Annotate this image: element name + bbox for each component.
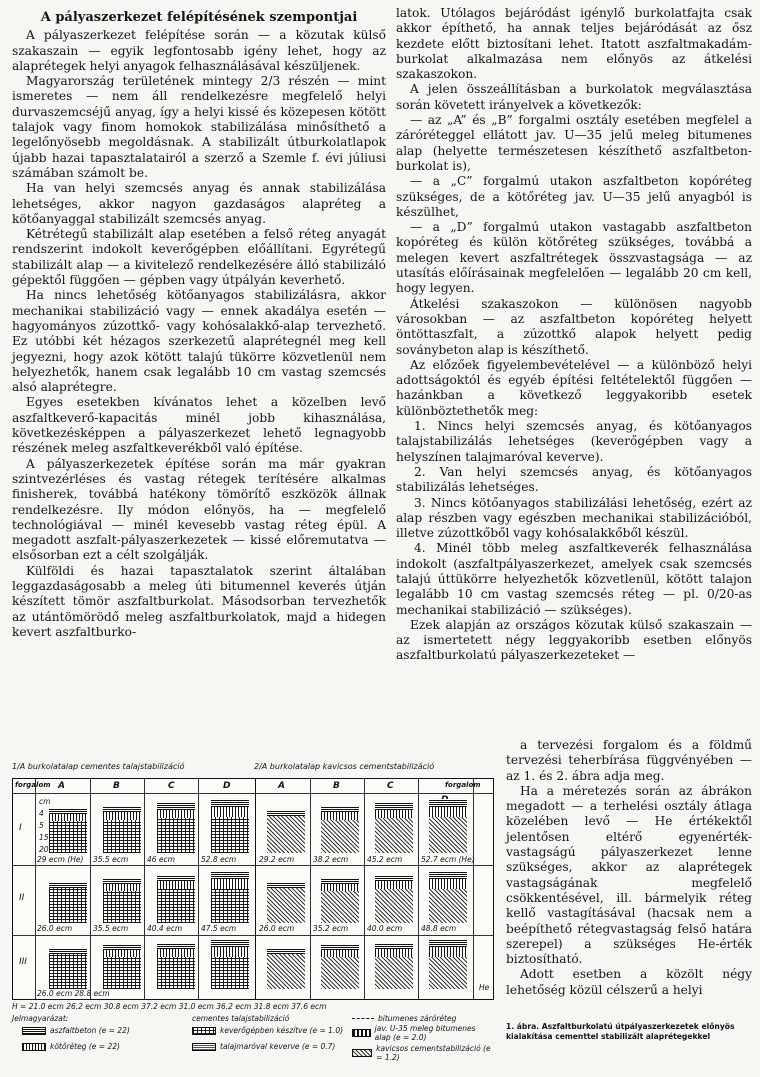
structure-stack	[267, 811, 305, 853]
layer-stabilization	[375, 889, 413, 923]
panel1-title: 1/A burkolatalap cementes talajstabilizáció	[12, 762, 185, 771]
structure-stack	[375, 803, 413, 853]
layer-binder	[429, 807, 467, 817]
col-label: D	[223, 781, 231, 791]
layer-stabilization	[267, 954, 305, 989]
layer-binder	[429, 947, 467, 957]
grid-line	[35, 779, 36, 999]
structure-stack	[211, 799, 249, 853]
he-value: 48.8 ecm	[421, 924, 457, 933]
legend-title-text: Jelmagyarázat:	[12, 1014, 69, 1023]
layer-binder	[211, 807, 249, 817]
grid-line	[364, 779, 365, 999]
layer-asphalt	[429, 871, 467, 879]
layer-stabilization	[429, 817, 467, 853]
layer-thickness: 5	[39, 821, 44, 830]
grid-line	[198, 779, 199, 999]
legend-title	[12, 1014, 68, 1023]
figure-1	[8, 762, 494, 1062]
layer-binder	[211, 879, 249, 889]
paragraph: Átkelési szakaszokon — különösen nagyobb városokban — az aszfaltbeton kopóréteg helyett öntöttaszfalt, a zúzottkő alapok helyett pedig soványbeton alap is készíthető.	[396, 296, 752, 357]
legend-item	[352, 1024, 492, 1042]
layer-stabilization	[211, 957, 249, 989]
structure-stack	[375, 875, 413, 923]
list-item: 2. Van helyi szemcsés anyag, és kötőanyagos stabilizálás lehetséges.	[396, 464, 752, 495]
paragraph: Ha nincs lehetőség kötőanyagos stabilizálásra, akkor mechanikai stabilizáció vagy — ennek akadálya esetén — hagyományos zúzottkő- vagy kohósalakkő-alap tervezhető. Ez utóbbi két hézagos szerkezetű alaprétegnél meg kell jegyezni, hogy azok kötött talajú tükörre közvetlenül nem helyezhetők, hanem csak legalább 10 cm vastag szemcsés alsó alaprétegre.	[12, 288, 386, 395]
he-value: 26.0 ecm 28.8 ecm	[37, 989, 110, 998]
structure-grid	[12, 778, 494, 1000]
structure-stack	[321, 807, 359, 853]
legend-label: aszfaltbeton (e = 22)	[50, 1026, 130, 1035]
layer-thickness: 20	[39, 845, 49, 854]
layer-stabilization	[375, 957, 413, 989]
paragraph: A jelen összeállításban a burkolatok megválasztása során követett irányelvek a következők:	[396, 82, 752, 112]
bottom-values: H = 21.0 ecm 26.2 ecm 30.8 ecm 37.2 ecm 31.0 ecm 36.2 ecm 31.8 ecm 37.6 ecm	[12, 1002, 327, 1011]
layer-stabilization	[49, 821, 87, 853]
paragraph: Ha van helyi szemcsés anyag és annak stabilizálása lehetséges, akkor nagyon gazdaságos alapréteg a kötőanyaggal stabilizált szemcsés anyag.	[12, 181, 386, 226]
layer-binder	[157, 810, 195, 818]
col-label: C	[387, 781, 394, 791]
legend-label: kavicsos cementstabilizáció (e = 1.2)	[376, 1044, 491, 1062]
layer-thickness: 15	[39, 833, 49, 842]
layer-stabilization	[321, 957, 359, 989]
layer-binder	[157, 949, 195, 957]
structure-stack	[49, 883, 87, 923]
structure-stack	[321, 945, 359, 989]
layer-binder	[321, 812, 359, 820]
col-label: B	[113, 781, 120, 791]
legend-label: cementes talajstabilizáció	[192, 1014, 290, 1023]
legend-swatch	[22, 1043, 46, 1051]
legend-swatch	[22, 1027, 46, 1035]
structure-stack	[211, 939, 249, 989]
structure-stack	[267, 949, 305, 989]
article-title: A pályaszerkezet felépítésének szempontjai	[40, 10, 358, 25]
legend-label: keverőgépben készítve (e = 1.0)	[220, 1026, 344, 1035]
layer-binder	[375, 810, 413, 818]
structure-stack	[375, 943, 413, 989]
col-label: A	[278, 781, 285, 791]
grid-line	[144, 779, 145, 999]
legend	[12, 1014, 492, 1062]
grid-line	[473, 779, 474, 999]
he-value: 52.7 ecm (He)	[421, 855, 475, 864]
he-value: 52.8 ecm	[201, 855, 237, 864]
layer-binder	[375, 949, 413, 957]
list-item: 3. Nincs kötőanyagos stabilizálási lehetőség, ezért az alap részben vagy egészben mechanikai stabilizációból, illetve zúzottkőből vagy kohósalakkőből készül.	[396, 495, 752, 541]
paragraph: — az „A” és „B” forgalmi osztály esetében megfelel a záróréteggel ellátott jav. U—35 jelű meleg bitumenes alap (helyette természetesen készíthető aszfaltbeton-burkolat is),	[396, 113, 752, 173]
row-label: I	[19, 823, 22, 833]
he-value: 47.5 ecm	[201, 924, 237, 933]
list-item: 4. Minél több meleg aszfaltkeverék felhasználása indokolt (aszfaltpályaszerkezet, amelyek csak szemcsés talajú úttükörre helyezhetők közvetlenül, kötött talajon legalább 10 cm vastag szemcsés réteg — pl. 0/20-as mechanikai stabilizáció — szükséges).	[396, 541, 752, 617]
legend-swatch	[192, 1043, 216, 1051]
legend-swatch	[192, 1027, 216, 1035]
legend-item	[22, 1026, 130, 1035]
structure-stack	[157, 943, 195, 989]
structure-stack	[267, 883, 305, 923]
paragraph: Ezek alapján az országos közutak külső szakaszain — az ismertetett négy leggyakoribb esetben előnyös aszfaltburkolatú pályaszerkezeteket —	[396, 617, 752, 663]
layer-thickness: 4	[39, 809, 44, 818]
structure-stack	[429, 799, 467, 853]
layer-asphalt	[157, 803, 195, 810]
he-value: 29.2 ecm	[259, 855, 295, 864]
layer-asphalt	[429, 939, 467, 947]
layer-stabilization	[267, 816, 305, 853]
structure-stack	[49, 809, 87, 853]
paragraph: Adott esetben a közölt négy lehetőség közül célszerű a helyi	[506, 967, 752, 997]
narrow-column	[506, 738, 752, 998]
legend-item	[192, 1042, 335, 1051]
legend-swatch	[352, 1049, 372, 1057]
layer-stabilization	[321, 820, 359, 853]
layer-stabilization	[429, 889, 467, 923]
paragraph: — a „C” forgalmú utakon aszfaltbeton kopóréteg szükséges, de a kötőréteg jav. U—35 jelű anyagból is készülhet,	[396, 174, 752, 219]
layer-stabilization	[103, 820, 141, 853]
paragraph: Egyes esetekben kívánatos lehet a közelben levő aszfaltkeverő-kapacitás minél jobb kihasználása, következésképpen a pályaszerkezet lehető legnagyobb részének meleg aszfaltkeverékből való építése.	[12, 395, 386, 456]
col-label: A	[58, 781, 65, 791]
layer-asphalt	[375, 803, 413, 810]
he-value: 29 ecm (He)	[37, 855, 84, 864]
grid-line	[13, 793, 493, 794]
structure-stack	[103, 945, 141, 989]
layer-stabilization	[157, 957, 195, 989]
he-value: 35.2 ecm	[313, 924, 349, 933]
layer-binder	[321, 884, 359, 891]
layer-asphalt	[211, 871, 249, 879]
layer-stabilization	[103, 891, 141, 923]
structure-stack	[321, 879, 359, 923]
structure-stack	[157, 803, 195, 853]
layer-asphalt	[211, 799, 249, 807]
legend-swatch	[352, 1018, 374, 1020]
he-value: 35.5 ecm	[93, 924, 129, 933]
he-value: 45.2 ecm	[367, 855, 403, 864]
he-label: He	[479, 983, 490, 992]
layer-binder	[103, 950, 141, 957]
layer-binder	[375, 881, 413, 889]
unit-label: cm	[39, 797, 51, 806]
list-item: 1. Nincs helyi szemcsés anyag, és kötőanyagos talajstabilizálás lehetséges (keverőgépben vagy a helyszínen talajmaróval keverve).	[396, 419, 752, 464]
paragraph: A pályaszerkezet felépítése során — a közutak külső szakaszain — egyik legfontosabb igény lehet, hogy az alaprétegek helyi anyagok felhasználásával készüljenek.	[12, 28, 386, 73]
legend-item	[352, 1014, 456, 1023]
panel2-title: 2/A burkolatalap kavicsos cementstabilizáció	[254, 762, 435, 771]
layer-binder	[211, 947, 249, 957]
layer-binder	[103, 884, 141, 891]
layer-stabilization	[211, 817, 249, 853]
layer-binder	[157, 881, 195, 889]
legend-item	[192, 1014, 289, 1023]
layer-stabilization	[267, 888, 305, 923]
paragraph: Ha a méretezés során az ábrákon megadott — a terhelési osztály átlaga közelében levő — He értékektől jelentősen eltérő egyenérték-vastagságú pályaszerkezet lenne szükséges, akkor az alaprétegek vastagságának megfelelő csökkentésével, ill. bármelyik réteg kellő vastagításával (hacsak nem a beépíthető rétegvastagság felső határa szerepel) a szükséges He-érték biztosítható.	[506, 783, 752, 967]
structure-stack	[211, 871, 249, 923]
legend-label: kötőréteg (e = 22)	[50, 1042, 120, 1051]
col-header-right: forgalom	[445, 781, 481, 789]
paragraph: Magyarország területének mintegy 2/3 részén — mint ismeretes — nem áll rendelkezésre megfelelő helyi durvaszemcséjű anyag, így a helyi kissé és közepesen kötött talajok vagy finom homokok stabilizálása minősíthető a legelőnyösebb megoldásnak. A stabilizált útburkolatlapok újabb hazai tapasztalatairól a szerző a Szemle f. évi júliusi számában számolt be.	[12, 74, 386, 180]
grid-line	[418, 779, 419, 999]
he-value: 26.0 ecm	[37, 924, 73, 933]
col-label: C	[168, 781, 175, 791]
legend-label: talajmaróval keverve (e = 0.7)	[220, 1042, 336, 1051]
layer-binder	[429, 879, 467, 889]
figure-caption: 1. ábra. Aszfaltburkolatú útpályaszerkezetek előnyös kialakítása cementtel stabilizált alaprétegekkel	[506, 1022, 735, 1041]
he-value: 40.0 ecm	[367, 924, 403, 933]
he-value: 40.4 ecm	[147, 924, 183, 933]
layer-stabilization	[49, 954, 87, 989]
paragraph: A pályaszerkezetek építése során ma már gyakran szintvezérléses és vastag rétegek terítésére alkalmas finisherek, továbbá hatékony tömörítő eszközök állnak rendelkezésre. Ily módon előnyös, ha — megfelelő technológiával — minél kevesebb vastag réteg épül. A megadott aszfalt-pályaszerkezetek — kissé előremutatva — elsősorban ezt a célt szolgálják.	[12, 456, 386, 563]
he-value: 26.0 ecm	[259, 924, 295, 933]
layer-asphalt	[429, 799, 467, 807]
he-value: 46 ecm	[147, 855, 175, 864]
left-column	[12, 6, 386, 640]
layer-binder	[49, 814, 87, 821]
grid-line	[13, 935, 493, 936]
grid-line	[13, 865, 493, 866]
structure-stack	[157, 875, 195, 923]
he-value: 35.5 ecm	[93, 855, 129, 864]
paragraph: Az előzőek figyelembevételével — a különböző helyi adottságoktól és egyéb építési feltételektől függően — hazánkban a következő leggyakoribb esetek különböztethetők meg:	[396, 357, 752, 418]
legend-item	[22, 1042, 120, 1051]
layer-binder	[103, 812, 141, 820]
he-value: 38.2 ecm	[313, 855, 349, 864]
layer-stabilization	[375, 818, 413, 853]
structure-stack	[103, 879, 141, 923]
layer-stabilization	[103, 957, 141, 989]
layer-stabilization	[49, 888, 87, 923]
layer-asphalt	[211, 939, 249, 947]
row-label: II	[19, 893, 25, 903]
col-header-left: forgalom	[15, 781, 51, 789]
grid-line	[255, 779, 256, 999]
grid-line	[310, 779, 311, 999]
legend-item	[192, 1026, 343, 1035]
structure-stack	[429, 939, 467, 989]
legend-swatch	[352, 1029, 371, 1037]
paragraph: — a „D” forgalmú utakon vastagabb aszfaltbeton kopóréteg és külön kötőréteg szükséges, továbbá a melegen kevert aszfaltrétegek összvastagsága — az utasítás előírásainak megfelelően — legalább 20 cm kell, hogy legyen.	[396, 220, 752, 296]
grid-line	[90, 779, 91, 999]
layer-stabilization	[157, 818, 195, 853]
layer-stabilization	[321, 891, 359, 923]
structure-stack	[103, 807, 141, 853]
paragraph: a tervezési forgalom és a földmű tervezési teherbírása függvényében — az 1. és 2. ábra adja meg.	[506, 738, 752, 783]
row-label: III	[19, 957, 27, 967]
paragraph: Külföldi és hazai tapasztalatok szerint általában leggazdaságosabb a meleg úti bitumennel keverés útján készített tömör aszfaltburkolat. Másodsorban tervezhetők az utántömörödő meleg aszfaltburkolatok, majd a hidegen kevert aszfaltburko-	[12, 563, 386, 639]
legend-label: bitumenes záróréteg	[378, 1014, 457, 1023]
layer-stabilization	[211, 889, 249, 923]
col-label: B	[333, 781, 340, 791]
right-column	[396, 6, 752, 664]
paragraph: latok. Utólagos bejáródást igénylő burkolatfajta csak akkor építhető, ha annak teljes bejáródását az ősz kezdete előtt biztosítani lehet. Itatott aszfaltmakadám-burkolat alkalmazása nem előnyös az átkelési szakaszokon.	[396, 6, 752, 82]
structure-stack	[49, 949, 87, 989]
structure-stack	[429, 871, 467, 923]
legend-label: jav. U-35 meleg bitumenes alap (e = 2.0)	[374, 1024, 476, 1042]
legend-item	[352, 1044, 492, 1062]
paragraph: Kétrétegű stabilizált alap esetében a felső réteg anyagát rendszerint indokolt keverőgépben előállítani. Egyrétegű stabilizált alap — a kivitelező rendelkezésére álló stabilizáló gépektől függően — gépben vagy útpályán keverhető.	[12, 227, 386, 288]
layer-stabilization	[429, 957, 467, 989]
layer-binder	[321, 950, 359, 957]
layer-stabilization	[157, 889, 195, 923]
